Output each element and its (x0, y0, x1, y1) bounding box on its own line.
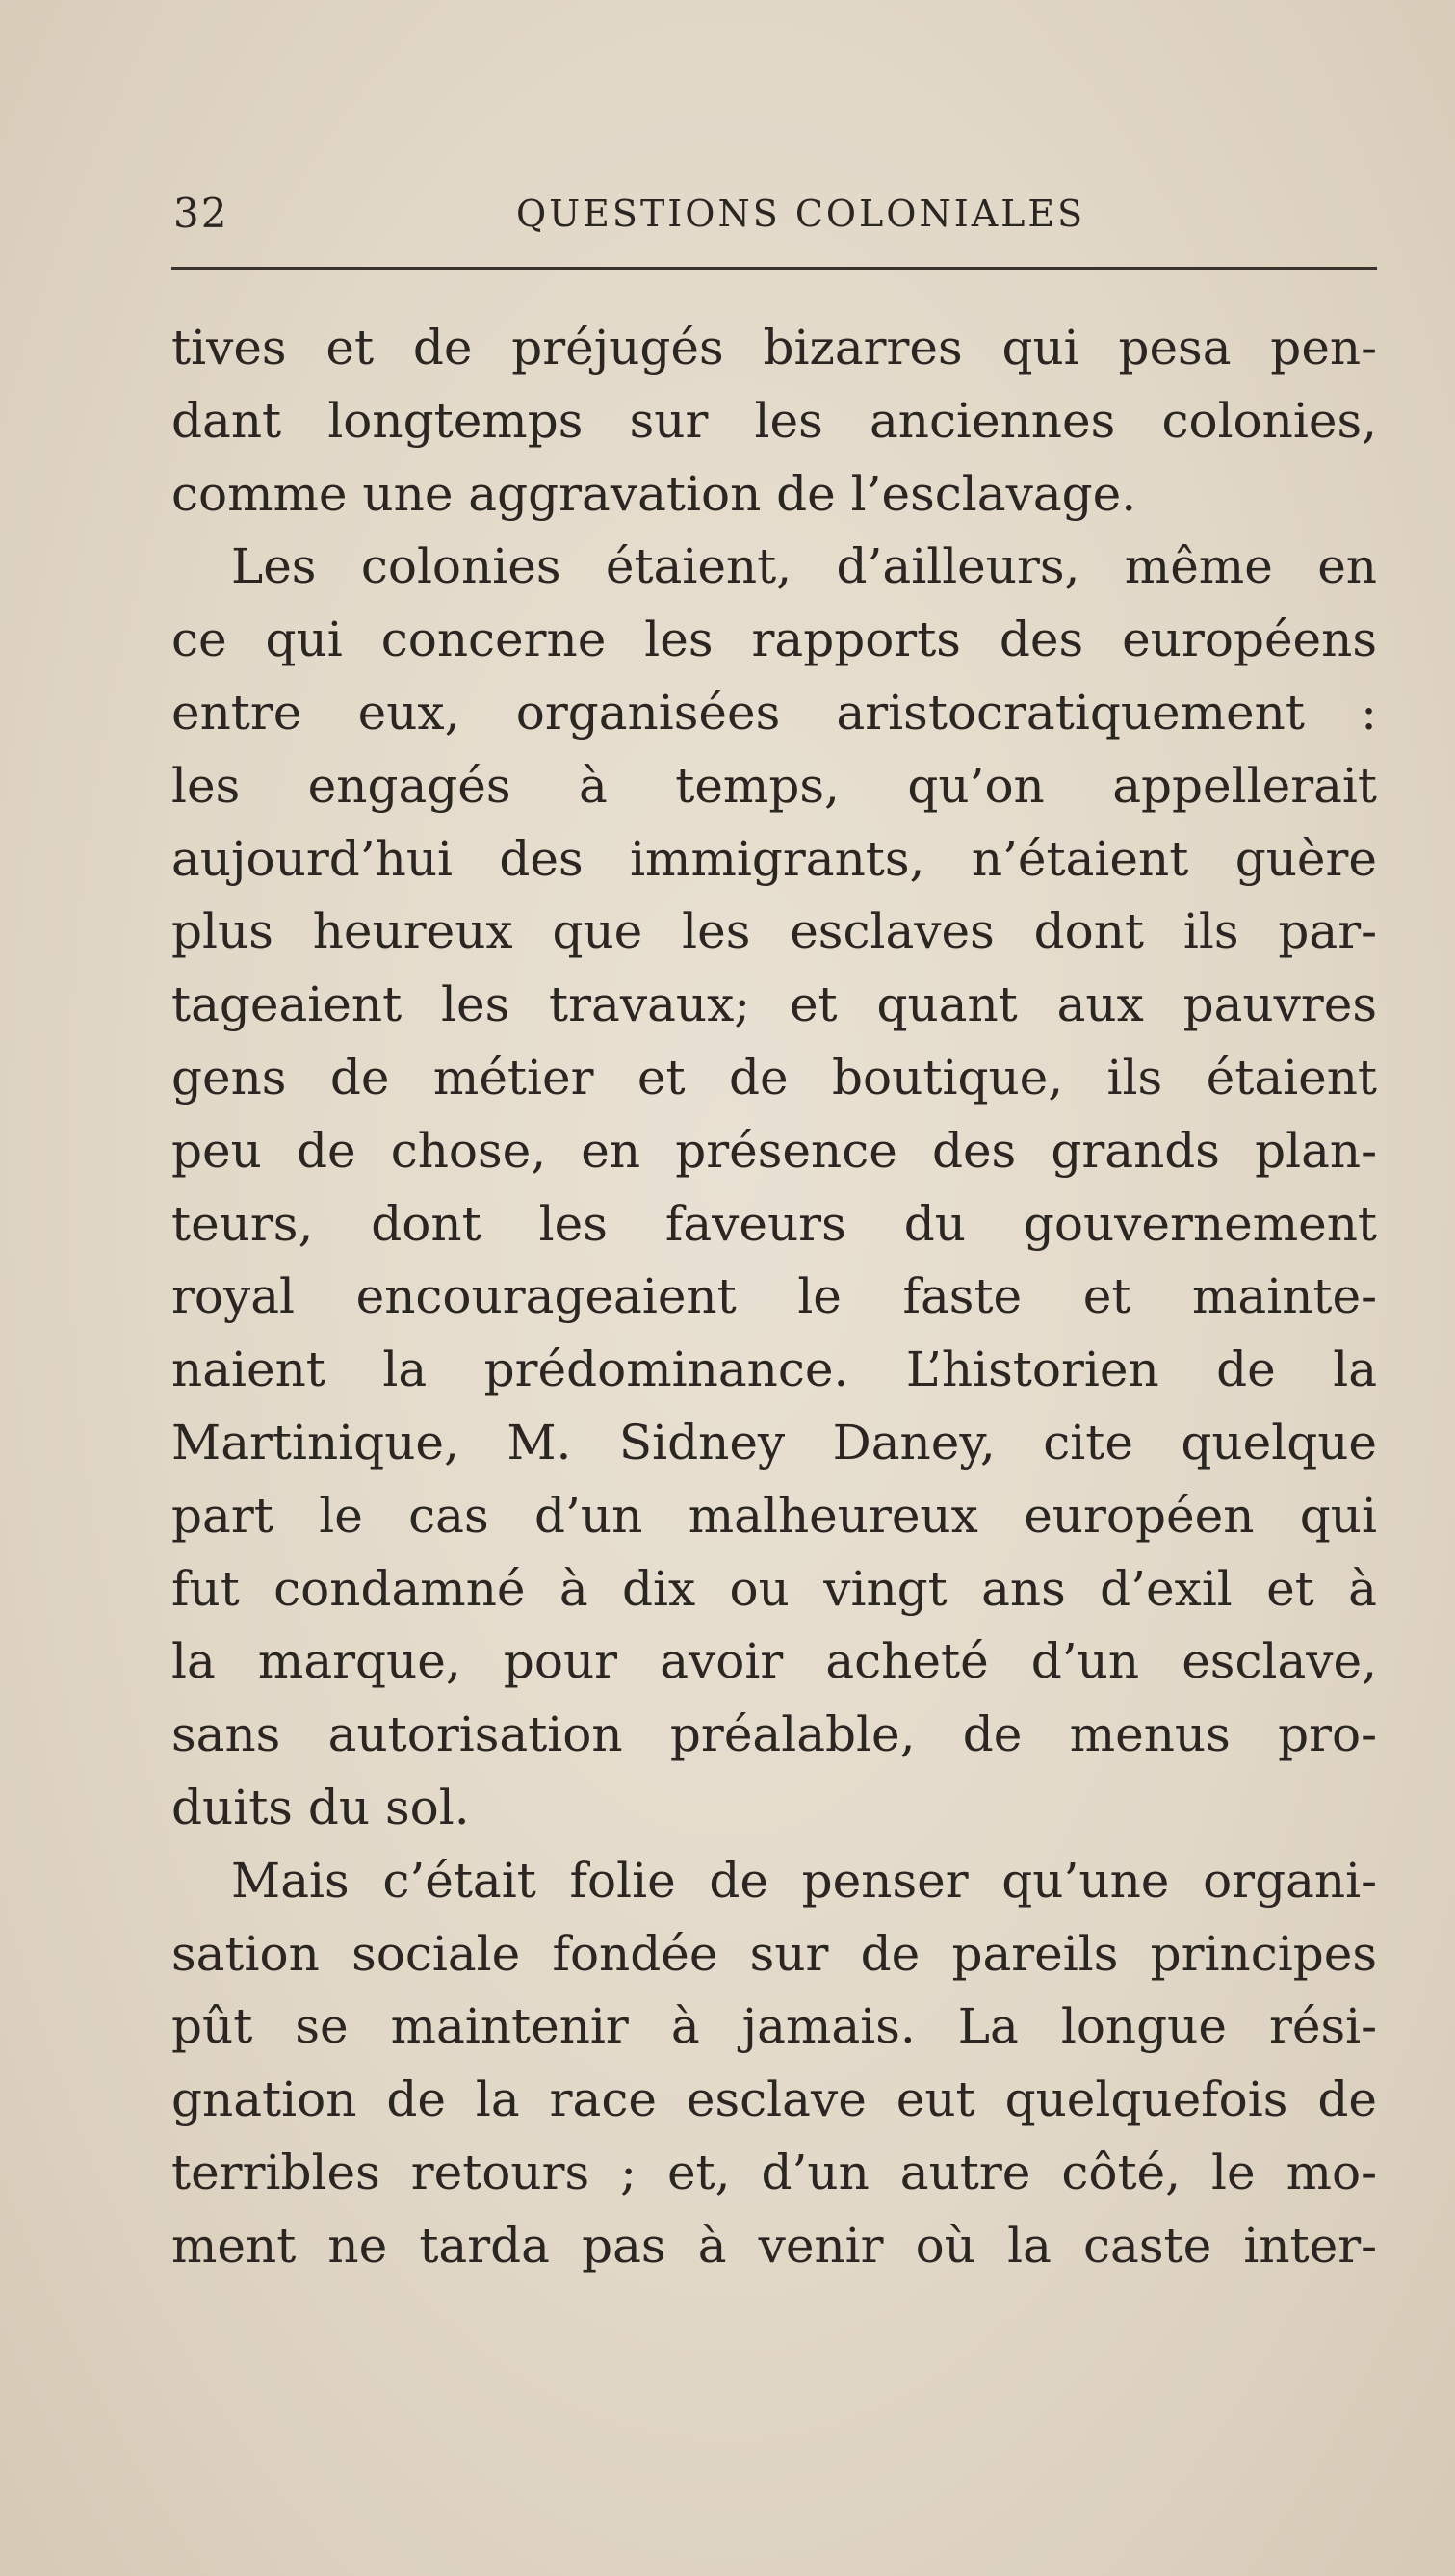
text-line: tageaient les travaux; et quant aux pauvres (171, 976, 1377, 1033)
paragraph-first-line: Mais c’était folie de penser qu’une organi- (231, 1852, 1377, 1909)
text-line: naient la prédominance. L’historien de la (171, 1341, 1377, 1398)
text-line: royal encourageaient le faste et mainte- (171, 1268, 1377, 1325)
text-line: pût se maintenir à jamais. La longue rési- (171, 1998, 1377, 2055)
text-line: fut condamné à dix ou vingt ans d’exil et à (171, 1560, 1377, 1617)
text-line: teurs, dont les faveurs du gouvernement (171, 1195, 1377, 1252)
text-line: part le cas d’un malheureux européen qui (171, 1487, 1377, 1544)
header-rule (171, 267, 1377, 270)
text-line: Martinique, M. Sidney Daney, cite quelque (171, 1414, 1377, 1470)
text-line: ce qui concerne les rapports des européens (171, 611, 1377, 668)
running-title: QUESTIONS COLONIALES (516, 193, 1086, 235)
text-line: duits du sol. (171, 1779, 470, 1835)
text-line: gnation de la race esclave eut quelquefois de (171, 2071, 1377, 2128)
text-line: tives et de préjugés bizarres qui pesa pen- (171, 320, 1377, 376)
text-line: la marque, pour avoir acheté d’un esclave, (171, 1633, 1377, 1690)
paragraph-first-line: Les colonies étaient, d’ailleurs, même en (231, 538, 1377, 595)
page-number: 32 (173, 190, 229, 237)
text-line: aujourd’hui des immigrants, n’étaient guère (171, 830, 1377, 887)
text-line: ment ne tarda pas à venir où la caste inter- (171, 2217, 1377, 2274)
text-line: les engagés à temps, qu’on appellerait (171, 757, 1377, 814)
text-line: entre eux, organisées aristocratiquement : (171, 684, 1377, 741)
text-line: peu de chose, en présence des grands plan- (171, 1122, 1377, 1179)
text-line: terribles retours ; et, d’un autre côté, le mo- (171, 2144, 1377, 2200)
running-head (173, 185, 1377, 243)
text-line: comme une aggravation de l’esclavage. (171, 465, 1137, 522)
body-text (171, 312, 1377, 2283)
text-line: plus heureux que les esclaves dont ils par- (171, 903, 1377, 960)
text-line: dant longtemps sur les anciennes colonies, (171, 392, 1377, 449)
text-line: sation sociale fondée sur de pareils principes (171, 1925, 1377, 1982)
text-line: sans autorisation préalable, de menus pro- (171, 1706, 1377, 1763)
text-line: gens de métier et de boutique, ils étaient (171, 1049, 1377, 1106)
